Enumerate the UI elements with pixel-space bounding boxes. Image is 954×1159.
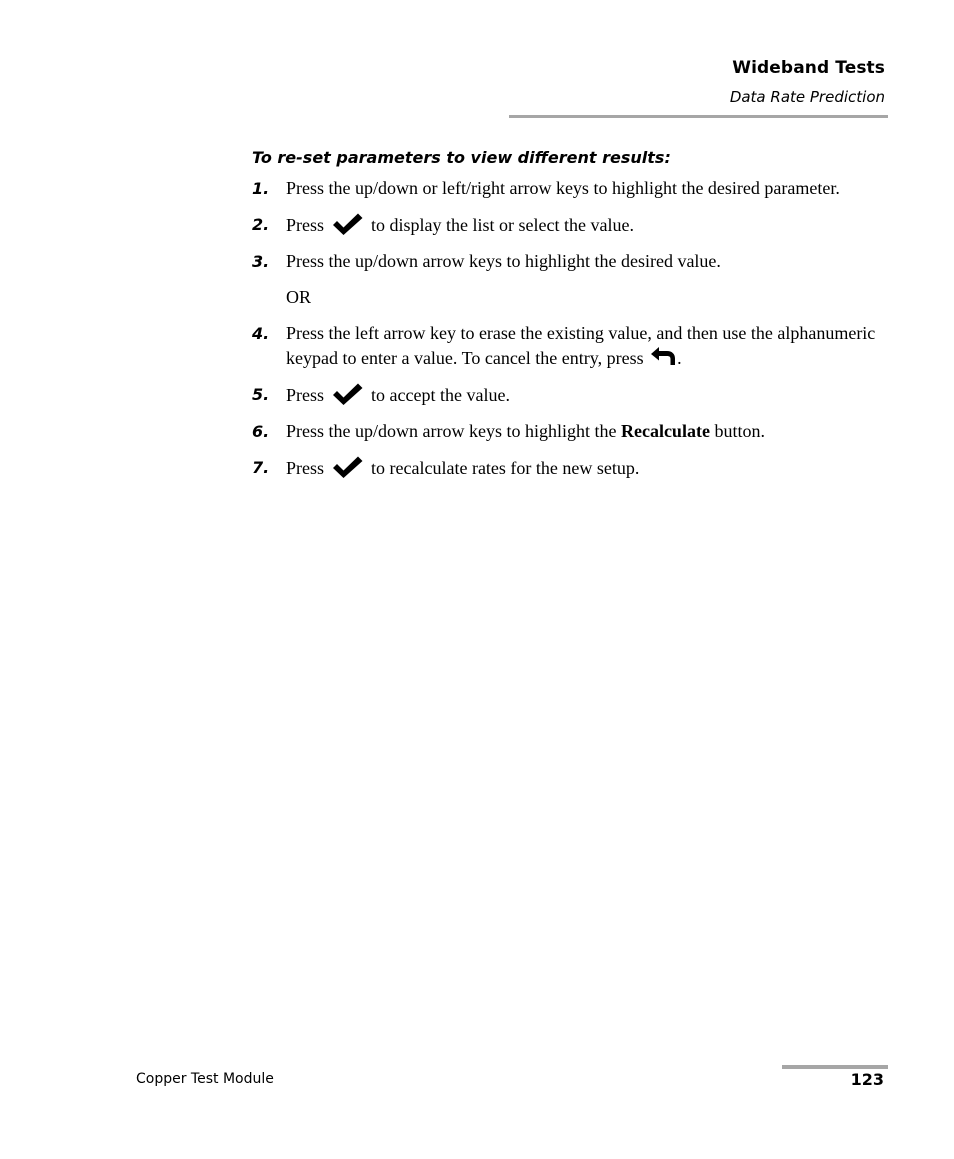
procedure-title: To re-set parameters to view different results: bbox=[252, 148, 671, 167]
step-text: Press the up/down or left/right arrow keys to highlight the desired parameter. bbox=[286, 178, 840, 198]
step-7 bbox=[252, 455, 882, 481]
step-number: 7. bbox=[252, 458, 270, 477]
step-6 bbox=[252, 419, 882, 444]
step-text-before: Press bbox=[286, 458, 325, 478]
step-number: 1. bbox=[252, 179, 270, 198]
step-number: 6. bbox=[252, 422, 270, 441]
step-text-after: button. bbox=[714, 421, 765, 441]
step-number: 4. bbox=[252, 324, 270, 343]
footer-module-name: Copper Test Module bbox=[136, 1071, 274, 1087]
header-divider bbox=[509, 115, 888, 118]
back-arrow-icon bbox=[650, 346, 677, 366]
step-text: Press the left arrow key to erase the existing value, and then use the alphanumeric keypad to enter a value. To cancel the entry, press bbox=[286, 323, 876, 368]
footer-divider bbox=[782, 1065, 888, 1069]
checkmark-icon bbox=[331, 382, 365, 406]
step-text-before: Press bbox=[286, 385, 325, 405]
checkmark-icon bbox=[331, 212, 365, 236]
step-text: Press the up/down arrow keys to highlight the desired value. bbox=[286, 251, 721, 271]
step-number: 2. bbox=[252, 215, 270, 234]
checkmark-icon bbox=[331, 455, 365, 479]
step-5 bbox=[252, 382, 882, 408]
step-number: 5. bbox=[252, 385, 270, 404]
step-text-end: . bbox=[677, 348, 682, 368]
step-text-after: to recalculate rates for the new setup. bbox=[371, 458, 640, 478]
step-text-before: Press the up/down arrow keys to highlight the bbox=[286, 421, 617, 441]
or-separator: OR bbox=[286, 287, 312, 307]
recalculate-button-label: Recalculate bbox=[620, 421, 710, 441]
step-text-after: to display the list or select the value. bbox=[371, 215, 634, 235]
step-number: 3. bbox=[252, 252, 270, 271]
step-3 bbox=[252, 249, 882, 274]
step-text-before: Press bbox=[286, 215, 325, 235]
header-subtitle: Data Rate Prediction bbox=[729, 88, 885, 106]
step-2 bbox=[252, 212, 882, 238]
header-title: Wideband Tests bbox=[732, 58, 885, 78]
step-4 bbox=[252, 321, 882, 371]
procedure-steps bbox=[252, 176, 882, 492]
page-number: 123 bbox=[850, 1070, 884, 1089]
step-1 bbox=[252, 176, 882, 201]
step-text-after: to accept the value. bbox=[371, 385, 510, 405]
